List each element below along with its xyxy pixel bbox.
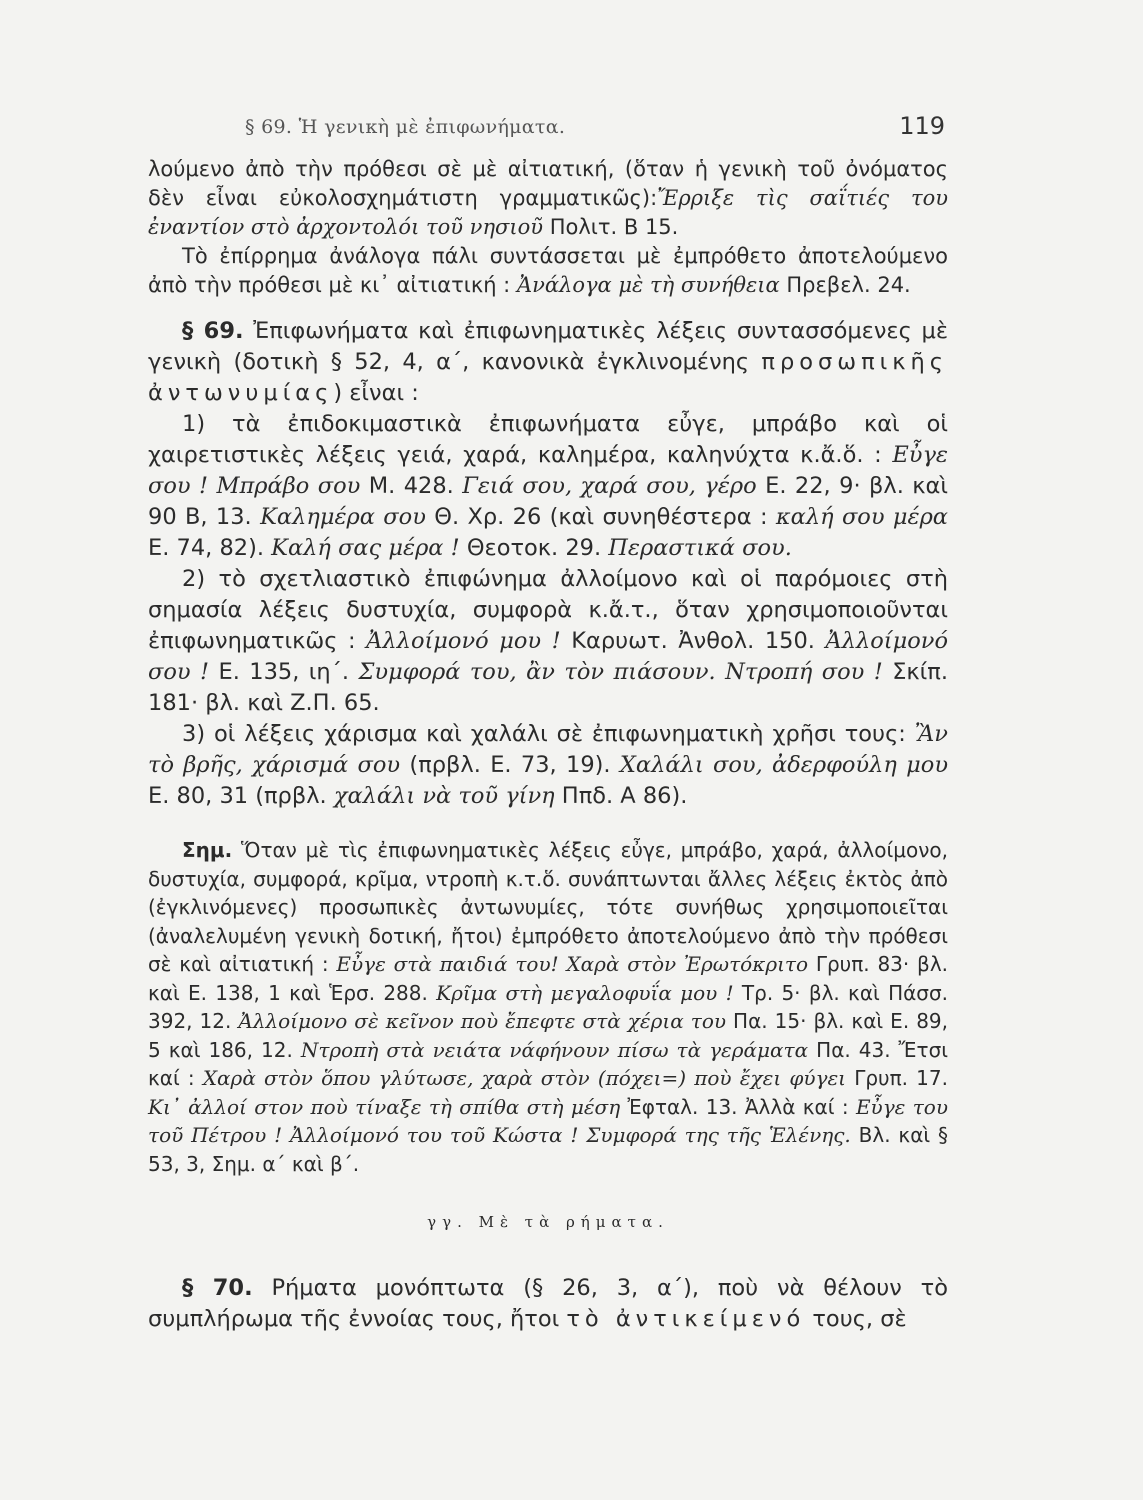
- example: Κι᾽ ἀλλοί στον ποὺ τίναξε τὴ σπίθα στὴ μέση: [148, 1094, 621, 1119]
- reference: Γρυπ. 83· βλ. καὶ Ε. 138, 1 καὶ Ἑρσ. 288.: [148, 952, 949, 1005]
- section-70-intro: [148, 1273, 948, 1335]
- page-header: [0, 112, 1143, 142]
- subheading: γγ. Μὲ τὰ ρήματα.: [427, 1213, 669, 1231]
- section-text: Ἐπιφωνήματα καὶ ἐπιφωνηματικὲς λέξεις συντασσόμενες μὲ γενικὴ (δοτικὴ § 52, 4, α΄, κανονικὰ ἐγκλινομένης: [148, 318, 948, 375]
- example: Ἀλλοίμονό σου !: [148, 628, 949, 685]
- reference: Ε. 74, 82).: [148, 535, 272, 561]
- example: Γειά σου, χαρά σου, γέρο: [462, 473, 757, 499]
- reference: Ε. 80, 31 (πρβλ.: [148, 783, 334, 809]
- note-paragraph: [148, 836, 948, 1178]
- reference: Θεοτοκ. 29.: [459, 535, 609, 561]
- reference: Καρυωτ. Ἀνθολ. 150.: [560, 628, 826, 654]
- section-number: § 70.: [182, 1275, 253, 1301]
- paragraph-text: Τὸ ἐπίρρημα ἀνάλογα πάλι συντάσσεται μὲ ἐμπρόθετο ἀποτελούμενο ἀπὸ τὴν πρόθεσι μὲ κι᾽ αἰτιατική :: [148, 244, 948, 297]
- section-69-intro: [148, 316, 948, 409]
- section-text: ) εἶναι :: [333, 380, 419, 406]
- example: Ἀλλοίμονο σὲ κεῖνον ποὺ ἔπεφτε στὰ χέρια του: [238, 1009, 727, 1033]
- reference: Βλ. καὶ § 53, 3, Σημ. α΄ καὶ β΄.: [148, 1123, 948, 1176]
- reference: Πολιτ. Β 15.: [543, 215, 679, 239]
- item-text: 1) τὰ ἐπιδοκιμαστικὰ ἐπιφωνήματα εὖγε, μπράβο καὶ οἱ χαιρετιστικὲς λέξεις γειά, χαρά, καλημέρα, καληνύχτα κ.ἄ.ὅ. :: [148, 411, 948, 468]
- example: Ἂν τὸ βρῆς, χάρισμά σου: [148, 721, 948, 778]
- item-text: 2) τὸ σχετλιαστικὸ ἐπιφώνημα ἀλλοίμονο καὶ οἱ παρόμοιες στὴ σημασία λέξεις δυστυχία, συμφορὰ κ.ἄ.τ., ὅταν χρησιμοποιοῦνται ἐπιφωνηματικῶς :: [148, 566, 948, 654]
- example: Καλημέρα σου: [260, 504, 426, 530]
- example: χαλάλι νὰ τοῦ γίνη: [333, 783, 555, 809]
- running-head: § 69. Ἡ γενικὴ μὲ ἐπιφωνήματα.: [245, 116, 566, 138]
- reference: Πα. 15· βλ. καὶ Ε. 89, 5 καὶ 186, 12.: [148, 1009, 949, 1062]
- example: Χαρὰ στὸν ὅπου γλύτωσε, χαρὰ στὸν (πόχει=) ποὺ ἔχει φύγει: [202, 1066, 847, 1090]
- example: Ἀλλοίμονό μου !: [366, 628, 561, 654]
- reference: Πα. 43. Ἔτσι καί :: [148, 1037, 949, 1090]
- section-text: τους, σὲ: [805, 1306, 907, 1332]
- reference: Ε. 22, 9· βλ. καὶ 90 Β, 13.: [148, 473, 948, 530]
- list-item-1: [148, 409, 948, 564]
- intro-paragraph: [148, 155, 948, 242]
- intro-text: λούμενο ἀπὸ τὴν πρόθεσι σὲ μὲ αἰτιατική, (ὅταν ἡ γενικὴ τοῦ ὀνόματος δὲν εἶναι εὐκολοσχημάτιστη γραμματικῶς):: [148, 157, 948, 210]
- example: Εὖγε σου ! Μπράβο σου: [148, 442, 948, 499]
- note-text: Ὅταν μὲ τὶς ἐπιφωνηματικὲς λέξεις εὖγε, μπράβο, χαρά, ἀλλοίμονο, δυστυχία, συμφορά, κρῖμα, ντροπὴ κ.τ.ὅ. συνάπτωνται ἄλλες λέξεις ἐκτὸς ἀπὸ (ἐγκλινόμενες) προσωπικὲς ἀντωνυμίες, τότε συνήθως χρησιμοποιεῖται (ἀναλελυμένη γενικὴ δοτική, ἤτοι) ἐμπρόθετο ἀποτελούμενο ἀπὸ τὴν πρόθεσι σὲ καὶ αἰτιατική :: [148, 838, 948, 976]
- section-number: § 69.: [182, 318, 244, 344]
- reference: Ε. 135, ιη΄.: [209, 659, 359, 685]
- example: Εὖγε στὰ παιδιά του! Χαρὰ στὸν Ἐρωτόκριτο: [336, 952, 809, 976]
- adverb-paragraph: [148, 242, 948, 300]
- example: Συμφορά του, ἂν τὸν πιάσουν. Ντροπή σου !: [358, 659, 883, 685]
- reference: Γρυπ. 17.: [846, 1066, 948, 1090]
- note-label: Σημ.: [182, 838, 233, 862]
- example: καλή σου μέρα: [775, 504, 949, 530]
- example: Ἀνάλογα μὲ τὴ συνήθεια: [516, 273, 780, 297]
- reference: Θ. Χρ. 26 (καὶ συνηθέστερα :: [425, 504, 776, 530]
- reference: Σκίπ. 181· βλ. καὶ Ζ.Π. 65.: [148, 659, 948, 716]
- reference: Τρ. 5· βλ. καὶ Πάσσ. 392, 12.: [148, 980, 948, 1033]
- example: Περαστικά σου.: [608, 535, 792, 561]
- spaced-term: τὸ ἀντικείμενό: [566, 1306, 806, 1332]
- spaced-term: προσωπικῆς ἀντωνυμίας: [148, 349, 948, 406]
- list-item-3: [148, 719, 948, 812]
- example: Εὖγε του τοῦ Πέτρου ! Ἀλλοίμονό του τοῦ Κώστα ! Συμφορά της τῆς Ἑλένης.: [148, 1094, 948, 1147]
- reference: Ἐφταλ. 13. Ἀλλὰ καί :: [620, 1094, 856, 1119]
- example: Ντροπὴ στὰ νειάτα νάφήνουν πίσω τὰ γεράματα: [300, 1037, 809, 1062]
- page-number: 119: [899, 112, 945, 140]
- list-item-2: [148, 564, 948, 719]
- item-text: 3) οἱ λέξεις χάρισμα καὶ χαλάλι σὲ ἐπιφωνηματικὴ χρῆσι τους:: [182, 721, 915, 747]
- reference: (πρβλ. Ε. 73, 19).: [400, 752, 620, 778]
- reference: Μ. 428.: [360, 473, 463, 499]
- example: Καλή σας μέρα !: [271, 535, 460, 561]
- example: Κρῖμα στὴ μεγαλοφυΐα μου !: [436, 980, 734, 1005]
- section-text: Ρήματα μονόπτωτα (§ 26, 3, α΄), ποὺ νὰ θέλουν τὸ συμπλήρωμα τῆς ἐννοίας τους, ἤτοι: [148, 1275, 948, 1332]
- reference: Ππδ. Α 86).: [554, 783, 688, 809]
- example: Χαλάλι σου, ἀδερφούλη μου: [619, 752, 948, 778]
- example: Ἔρριξε τὶς σαΐτιές του ἐναντίον στὸ ἀρχοντολόι τοῦ νησιοῦ: [148, 186, 949, 239]
- reference: Πρεβελ. 24.: [779, 273, 911, 297]
- body-text: [148, 155, 948, 1335]
